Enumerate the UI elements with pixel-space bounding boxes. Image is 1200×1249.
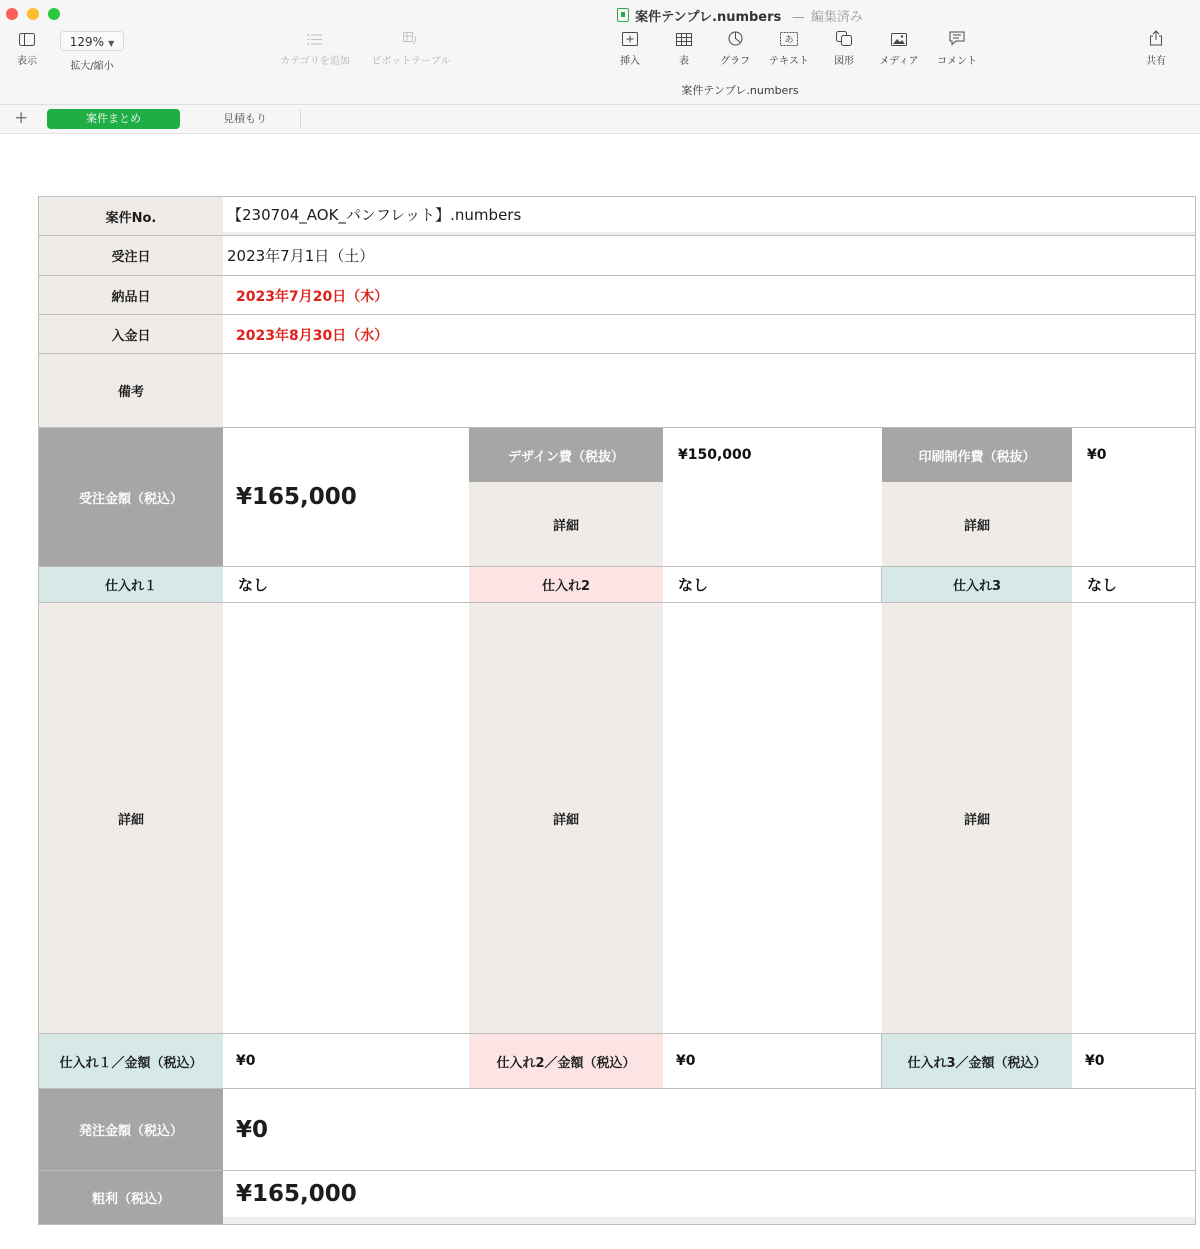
design-detail-label: 詳細	[469, 482, 663, 566]
purchase1-amount-value: ¥0	[236, 1053, 256, 1069]
purchase3-value: なし	[1087, 576, 1118, 594]
spreadsheet-canvas	[0, 134, 1200, 1249]
design-fee-label: デザイン費（税抜）	[469, 428, 663, 482]
order-date-cell[interactable]	[223, 236, 1196, 275]
purchase3-detail-label: 詳細	[882, 603, 1072, 1033]
print-detail-label: 詳細	[882, 482, 1072, 566]
comment-icon	[930, 30, 984, 52]
tab-estimate[interactable]: 見積もり	[190, 109, 301, 129]
column-divider	[881, 567, 882, 603]
purchase2-amount-label: 仕入れ2／金額（税込）	[469, 1034, 663, 1088]
purchase1-amount-label: 仕入れ１／金額（税込）	[39, 1034, 223, 1088]
purchase3-label: 仕入れ3	[882, 567, 1072, 602]
shape-button[interactable]	[824, 30, 864, 67]
order-amount-label: 受注金額（税込）	[39, 428, 223, 566]
pie-chart-icon	[712, 30, 758, 52]
purchase2-amount-value: ¥0	[676, 1053, 696, 1069]
pivot-table-button[interactable]	[362, 30, 460, 67]
text-button[interactable]	[762, 30, 816, 67]
window-title	[0, 6, 1200, 25]
insert-label: 挿入	[620, 56, 640, 67]
view-label: 表示	[17, 56, 37, 67]
order-date-value: 2023年7月1日（土）	[227, 247, 375, 265]
design-detail-cell[interactable]	[663, 482, 882, 566]
purchase2-value: なし	[678, 576, 709, 594]
pivot-table-label: ピボットテーブル	[371, 56, 451, 67]
edited-status: 編集済み	[810, 10, 863, 25]
table-icon	[664, 30, 704, 52]
window-title-separator: —	[791, 10, 805, 25]
window-title-text: 案件テンプレ.numbers	[635, 10, 782, 25]
case-no-label: 案件No.	[39, 197, 223, 236]
purchase3-detail-cell[interactable]	[1072, 603, 1196, 1033]
purchase2-cell[interactable]	[663, 567, 882, 602]
insert-button[interactable]	[610, 30, 650, 67]
delivery-date-cell[interactable]	[223, 276, 1196, 315]
insert-icon	[610, 30, 650, 52]
table-border	[38, 196, 39, 1225]
purchase3-amount-label: 仕入れ3／金額（税込）	[882, 1034, 1072, 1088]
list-icon	[270, 30, 360, 52]
purchase3-amount-value: ¥0	[1085, 1053, 1105, 1069]
photo-icon	[872, 30, 926, 52]
numbers-document-icon	[617, 8, 629, 22]
purchase3-cell[interactable]	[1072, 567, 1196, 602]
delivery-date-label: 納品日	[39, 276, 223, 315]
print-fee-value: ¥0	[1087, 447, 1107, 463]
print-detail-cell[interactable]	[1072, 482, 1196, 566]
toolbar	[0, 0, 1200, 105]
case-no-cell[interactable]	[223, 197, 1196, 236]
purchase1-detail-cell[interactable]	[223, 603, 469, 1033]
order-cost-cell[interactable]	[223, 1089, 1196, 1170]
table-border	[1195, 196, 1196, 1225]
tab-case-summary[interactable]: 案件まとめ	[47, 109, 180, 129]
delivery-date-value: 2023年7月20日（木）	[236, 288, 389, 305]
print-fee-label: 印刷制作費（税抜）	[882, 428, 1072, 482]
zoom-value: 129%	[69, 35, 105, 49]
purchase3-amount-cell[interactable]	[1072, 1034, 1196, 1088]
gross-profit-value: ¥165,000	[236, 1181, 357, 1207]
column-divider	[881, 1034, 882, 1089]
media-label: メディア	[879, 56, 919, 67]
purchase1-label: 仕入れ１	[39, 567, 223, 602]
design-fee-cell[interactable]	[663, 428, 882, 482]
purchase2-amount-cell[interactable]	[663, 1034, 882, 1088]
view-button[interactable]	[8, 30, 46, 67]
case-no-value: 【230704_AOK_パンフレット】.numbers	[227, 206, 522, 224]
document-subtitle: 案件テンプレ.numbers	[681, 84, 799, 97]
purchase2-label: 仕入れ2	[469, 567, 663, 602]
shape-label: 図形	[834, 56, 854, 67]
chart-button[interactable]	[712, 30, 758, 67]
svg-text:あ: あ	[784, 35, 794, 46]
text-label: テキスト	[769, 56, 809, 67]
purchase2-detail-label: 詳細	[469, 603, 663, 1033]
comment-button[interactable]	[930, 30, 984, 67]
order-cost-label: 発注金額（税込）	[39, 1089, 223, 1170]
chart-label: グラフ	[720, 56, 750, 67]
order-date-label: 受注日	[39, 236, 223, 275]
payment-date-label: 入金日	[39, 315, 223, 354]
add-sheet-icon[interactable]: +	[14, 108, 29, 128]
add-category-label: カテゴリを追加	[280, 56, 350, 67]
text-box-icon	[762, 30, 816, 52]
zoom-select[interactable]	[60, 31, 124, 51]
payment-date-value: 2023年8月30日（水）	[236, 327, 389, 344]
notes-label: 備考	[39, 354, 223, 427]
order-amount-cell[interactable]	[223, 428, 469, 566]
share-label: 共有	[1146, 56, 1166, 67]
media-button[interactable]	[872, 30, 926, 67]
shape-icon	[824, 30, 864, 52]
order-amount-value: ¥165,000	[236, 484, 357, 510]
purchase1-amount-cell[interactable]	[223, 1034, 469, 1088]
purchase2-detail-cell[interactable]	[663, 603, 882, 1033]
purchase1-value: なし	[238, 576, 269, 594]
share-icon	[1138, 30, 1174, 52]
gross-profit-cell[interactable]	[223, 1171, 1196, 1224]
table-button[interactable]	[664, 30, 704, 67]
chevron-down-icon: ▼	[108, 39, 115, 48]
zoom-label: 拡大/縮小	[70, 61, 114, 72]
table-label: 表	[679, 56, 689, 67]
purchase1-cell[interactable]	[223, 567, 469, 602]
share-button[interactable]	[1138, 30, 1174, 67]
print-fee-cell[interactable]	[1072, 428, 1196, 482]
pivot-table-icon	[362, 30, 460, 52]
order-cost-value: ¥0	[236, 1116, 269, 1143]
add-category-button[interactable]	[270, 30, 360, 67]
comment-label: コメント	[937, 56, 977, 67]
notes-cell[interactable]	[223, 354, 1196, 427]
purchase1-detail-label: 詳細	[39, 603, 223, 1033]
payment-date-cell[interactable]	[223, 315, 1196, 354]
sheet-tab-bar	[0, 105, 1200, 134]
sidebar-icon	[8, 30, 46, 52]
design-fee-value: ¥150,000	[678, 447, 752, 463]
gross-profit-label: 粗利（税込）	[39, 1171, 223, 1224]
table-border	[38, 1224, 1196, 1225]
